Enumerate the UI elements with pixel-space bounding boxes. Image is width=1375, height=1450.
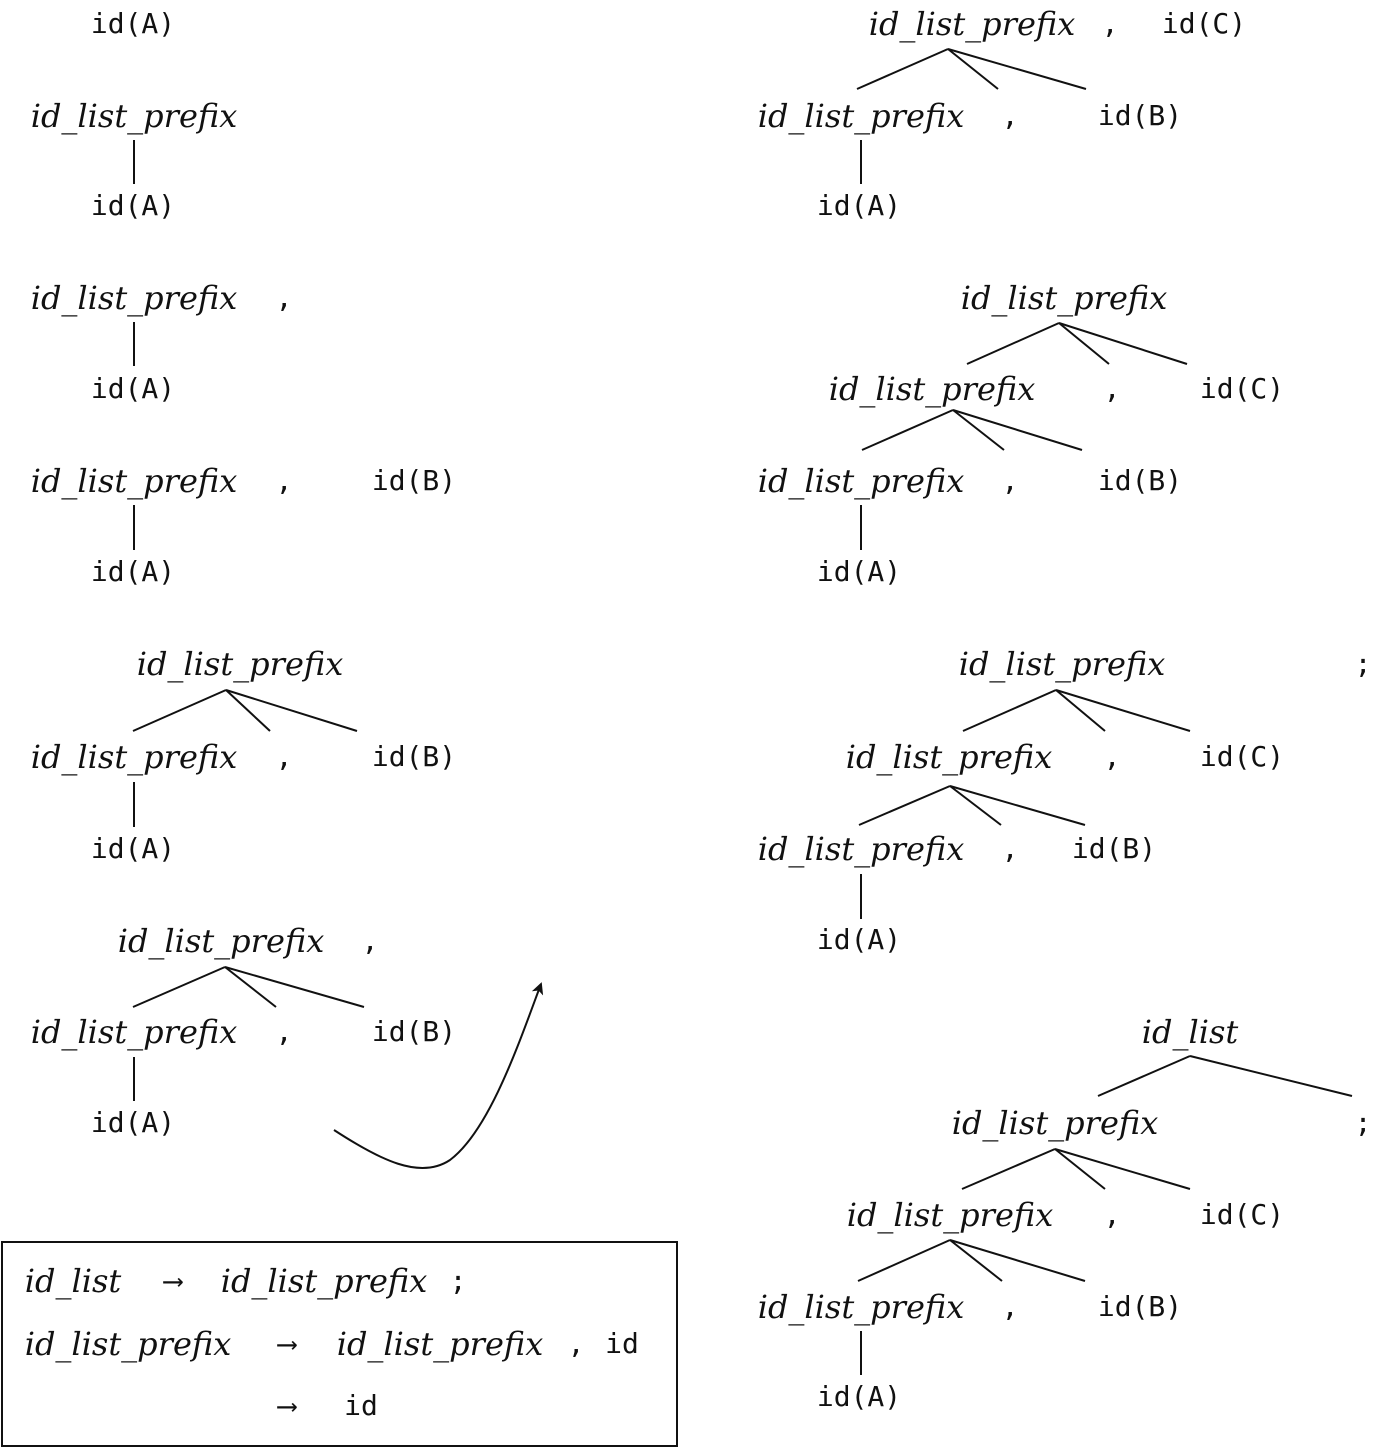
id-c-token: id(C) <box>1199 740 1285 773</box>
comma-token: , <box>275 740 293 773</box>
comma-token: , <box>1001 464 1019 497</box>
rule2-rhs: id_list_prefix <box>336 1325 544 1363</box>
tree-edge <box>859 786 950 825</box>
rule1-lhs: id_list <box>24 1262 122 1300</box>
id-b-token: id(B) <box>1097 1290 1183 1323</box>
tree-edge <box>225 967 276 1007</box>
comma-token: , <box>1103 372 1121 405</box>
rule1-arrow: ⟶ <box>164 1264 182 1297</box>
id-list-prefix-node: id_list_prefix <box>757 462 965 500</box>
tree-edge <box>1056 690 1105 731</box>
tree-edge <box>962 1149 1055 1189</box>
tree-edge <box>133 967 225 1007</box>
id-b-token: id(B) <box>371 1015 457 1048</box>
rule1-rhs: id_list_prefix <box>220 1262 428 1300</box>
id-c-token: id(C) <box>1199 372 1285 405</box>
id-b-token: id(B) <box>1097 464 1183 497</box>
tree-edge <box>1055 1149 1190 1189</box>
id-b-token: id(B) <box>1097 99 1183 132</box>
id-a-token: id(A) <box>90 189 176 222</box>
comma-token: , <box>1001 832 1019 865</box>
comma-token: , <box>1001 1290 1019 1323</box>
comma-token: , <box>1103 740 1121 773</box>
id-list-prefix-node: id_list_prefix <box>30 279 238 317</box>
id-b-token: id(B) <box>371 464 457 497</box>
id-list-prefix-node: id_list_prefix <box>30 738 238 776</box>
comma-token: , <box>275 1015 293 1048</box>
id-list-prefix-node: id_list_prefix <box>958 645 1166 683</box>
rule3-arrow: ⟶ <box>278 1389 296 1422</box>
semicolon-token: ; <box>1354 1106 1372 1139</box>
id-list-prefix-node: id_list_prefix <box>117 922 325 960</box>
tree-edge <box>950 1240 1002 1281</box>
id-c-token: id(C) <box>1161 7 1247 40</box>
tree-edge <box>948 49 1086 89</box>
id-list-prefix-node: id_list_prefix <box>845 738 1053 776</box>
id-a-token: id(A) <box>90 372 176 405</box>
tree-edge <box>225 967 364 1007</box>
tree-edge <box>950 1240 1085 1281</box>
id-c-token: id(C) <box>1199 1198 1285 1231</box>
id-list-prefix-node: id_list_prefix <box>30 97 238 135</box>
id-list-prefix-node: id_list_prefix <box>136 645 344 683</box>
tree-edge <box>1190 1056 1352 1096</box>
id-list-prefix-node: id_list_prefix <box>846 1196 1054 1234</box>
tree-edge <box>858 1240 950 1281</box>
tree-edge <box>1056 690 1190 731</box>
comma-token: , <box>275 464 293 497</box>
transition-arrow <box>334 984 541 1168</box>
comma-token: , <box>361 924 379 957</box>
tree-edge <box>1098 1056 1190 1096</box>
rule2-comma: , <box>567 1327 585 1360</box>
tree-edge <box>1059 323 1187 364</box>
tree-edge <box>1055 1149 1105 1189</box>
id-list-prefix-node: id_list_prefix <box>30 462 238 500</box>
id-a-token: id(A) <box>816 555 902 588</box>
tree-edge <box>226 690 357 731</box>
rule3-id: id <box>344 1389 378 1422</box>
id-list-prefix-node: id_list_prefix <box>828 370 1036 408</box>
id-list-prefix-node: id_list_prefix <box>757 830 965 868</box>
tree-edge <box>1059 323 1109 364</box>
id-a-token: id(A) <box>90 1106 176 1139</box>
id-a-token: id(A) <box>90 555 176 588</box>
comma-token: , <box>1001 99 1019 132</box>
tree-edge <box>857 49 948 89</box>
tree-edge <box>953 410 1004 450</box>
comma-token: , <box>1101 7 1119 40</box>
id-list-prefix-node: id_list_prefix <box>757 97 965 135</box>
id-a-token: id(A) <box>90 7 176 40</box>
id-b-token: id(B) <box>1071 832 1157 865</box>
comma-token: , <box>275 281 293 314</box>
tree-edge <box>950 786 1001 825</box>
tree-edge <box>862 410 953 450</box>
rule1-semicolon: ; <box>449 1264 467 1297</box>
tree-edge <box>950 786 1085 825</box>
id-list-prefix-node: id_list_prefix <box>868 5 1076 43</box>
comma-token: , <box>1103 1198 1121 1231</box>
id-a-token: id(A) <box>816 189 902 222</box>
id-a-token: id(A) <box>816 923 902 956</box>
tree-edge <box>953 410 1082 450</box>
id-list-prefix-node: id_list_prefix <box>30 1013 238 1051</box>
id-list-prefix-node: id_list_prefix <box>951 1104 1159 1142</box>
rule2-lhs: id_list_prefix <box>24 1325 232 1363</box>
id-a-token: id(A) <box>816 1380 902 1413</box>
id-list-node: id_list <box>1141 1013 1239 1051</box>
id-list-prefix-node: id_list_prefix <box>960 279 1168 317</box>
tree-edge <box>133 690 226 731</box>
id-b-token: id(B) <box>371 740 457 773</box>
semicolon-token: ; <box>1354 647 1372 680</box>
tree-edge <box>967 323 1059 364</box>
id-list-prefix-node: id_list_prefix <box>757 1288 965 1326</box>
id-a-token: id(A) <box>90 832 176 865</box>
rule2-id: id <box>605 1327 639 1360</box>
tree-edge <box>948 49 998 89</box>
rule2-arrow: ⟶ <box>278 1327 296 1360</box>
tree-edge <box>963 690 1056 731</box>
